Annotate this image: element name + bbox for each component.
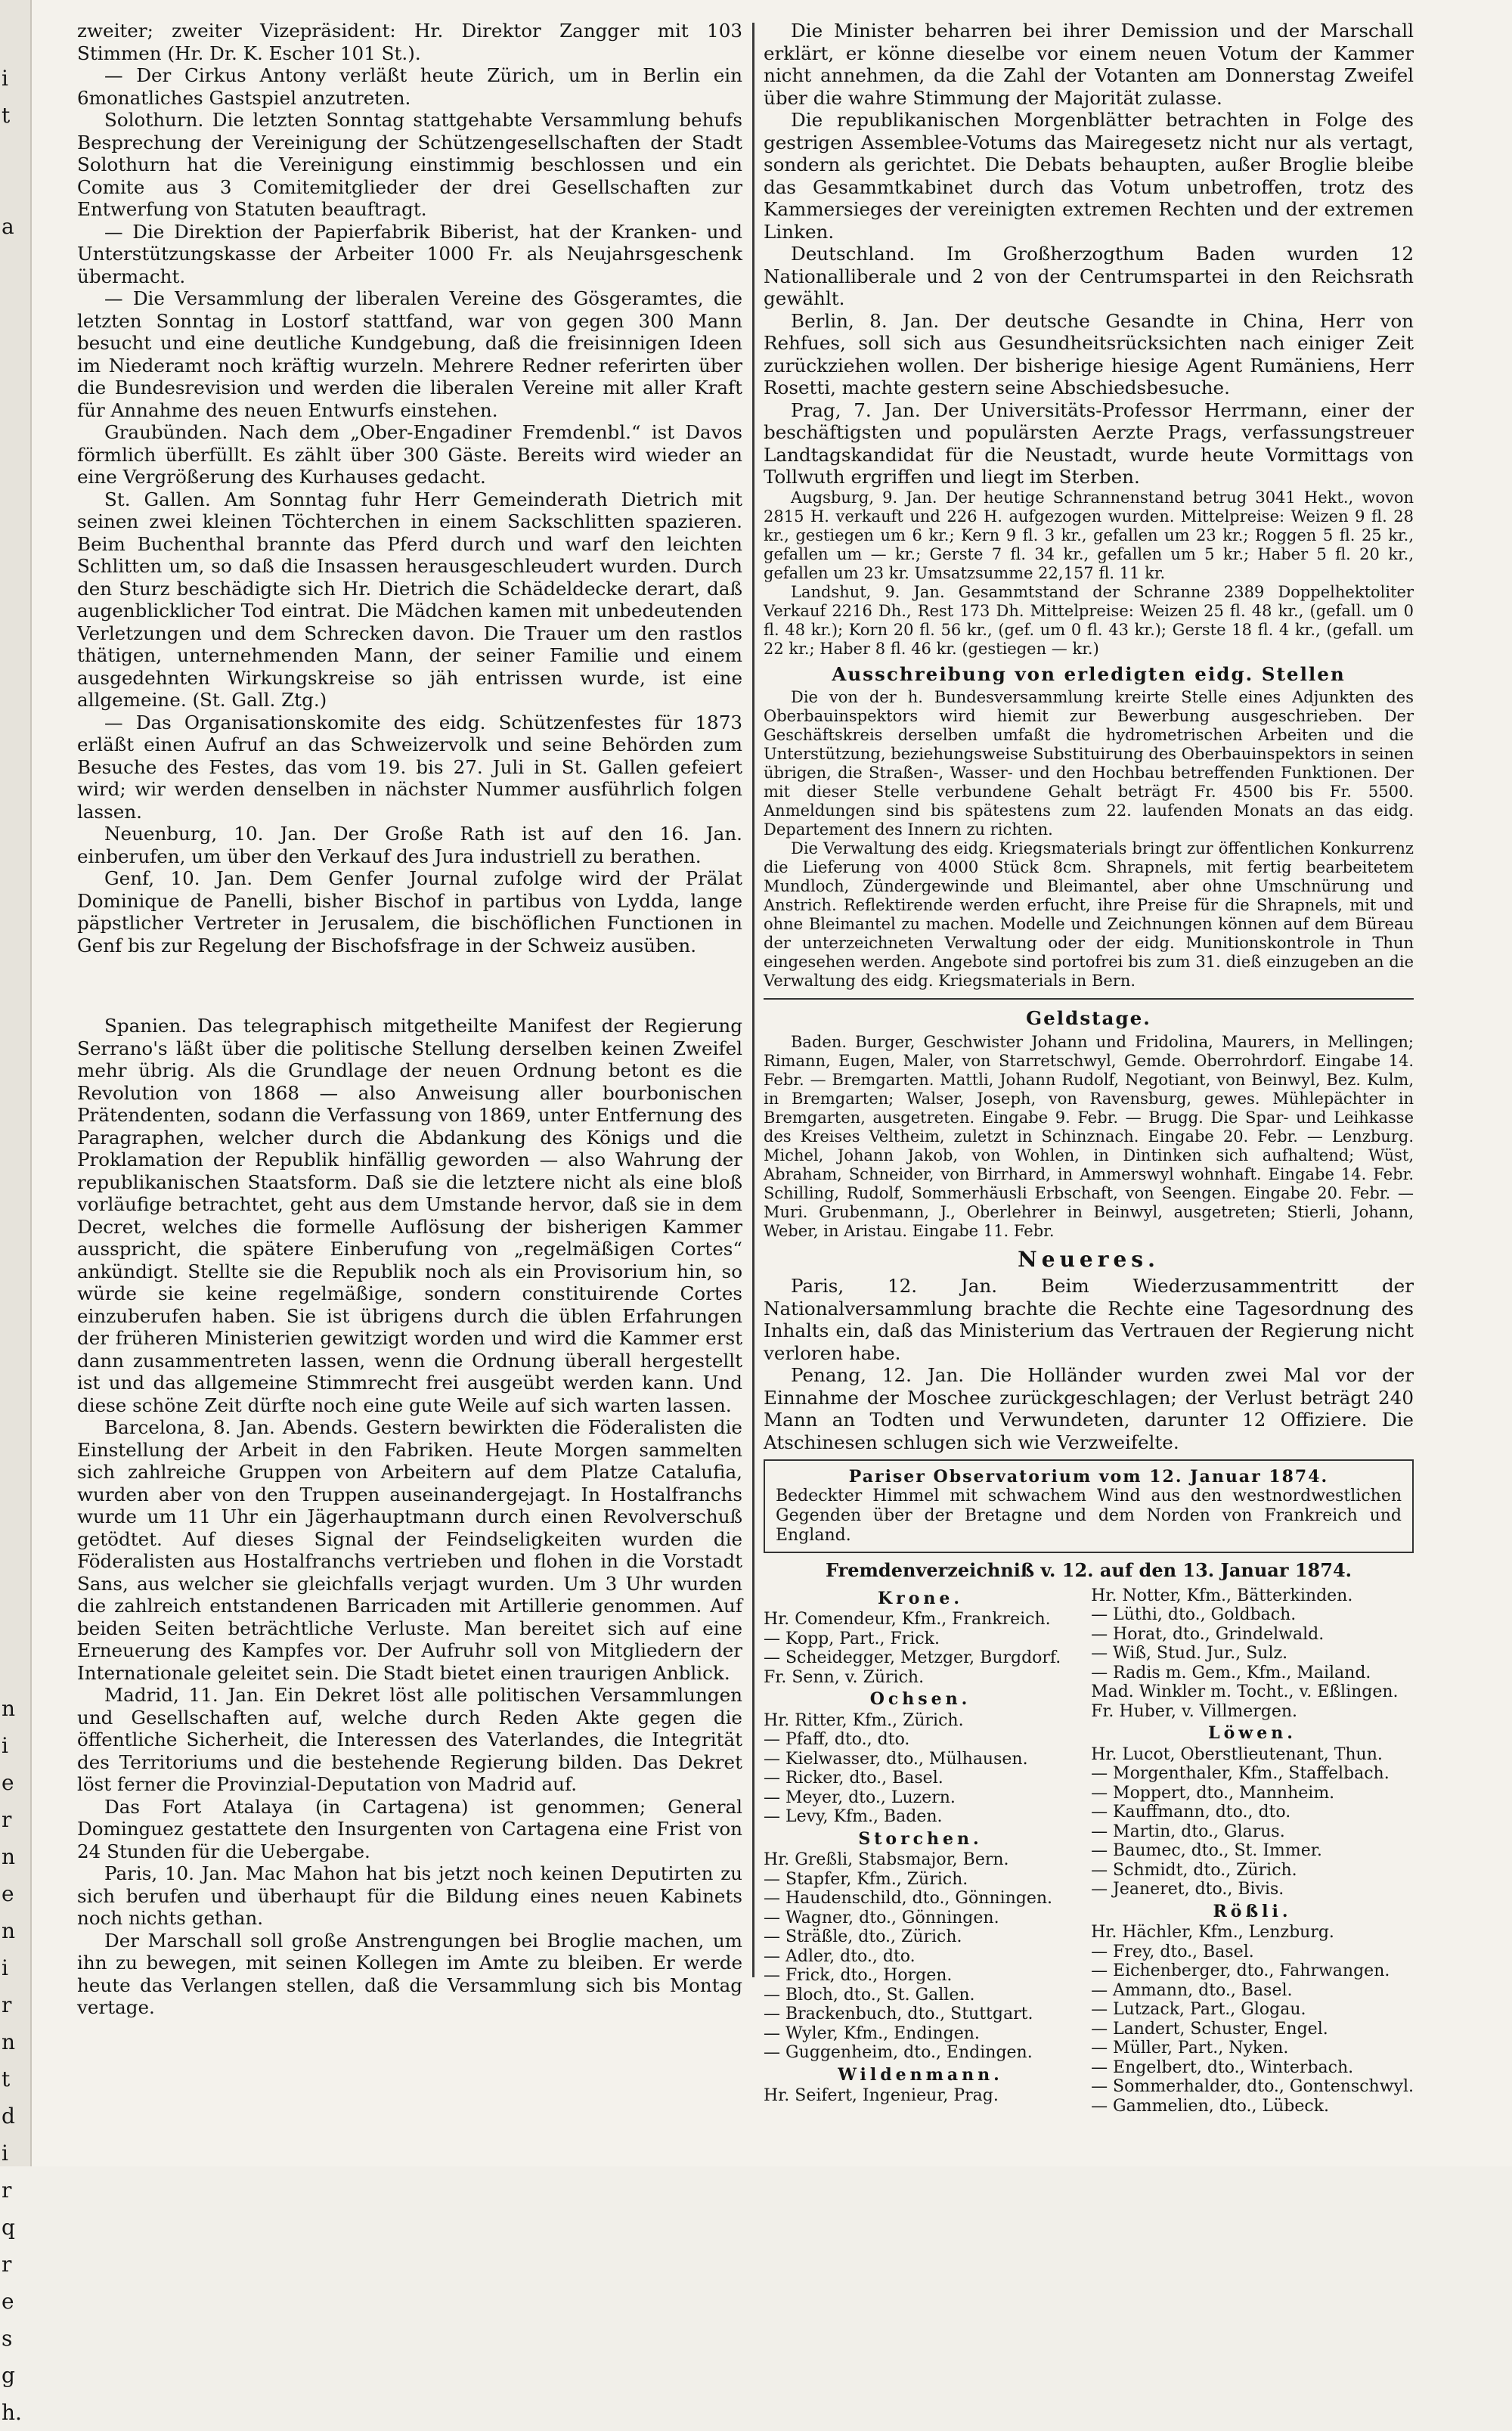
- gutter-letter: r: [2, 1807, 12, 1832]
- gutter-letter: [2, 430, 29, 467]
- gutter-letter: [2, 1282, 29, 1319]
- gutter-letter: [2, 1023, 29, 1060]
- gutter-letter: e: [2, 2289, 14, 2314]
- article-paragraph: St. Gallen. Am Sonntag fuhr Herr Gemeinderath Dietrich mit seinen zwei kleinen Töchterchen in einem Sackschlitten spazieren. Beim Buchenthal brannte das Pferd durch und warf den leichten Schlitten um, so daß die Insassen herausgeschleudert wurden. Durch den Sturz beschädigte sich Hr. Dietrich die Schädeldecke derart, daß augenblicklicher Tod eintrat. Die Mädchen kamen mit unbedeutenden Verletzungen und dem Schrecken davon. Die Trauer um den rastlos thätigen, unternehmenden Mann, der seiner Familie und einem ausgedehnten Wirkungskreise so jäh entrissen wurde, ist eine allgemeine. (St. Gall. Ztg.): [77, 488, 742, 711]
- gutter-letter: [2, 1616, 29, 1653]
- hotel-name: Ochsen.: [869, 1689, 971, 1709]
- guest-entry: — Kopp, Part., Frick.: [764, 1629, 940, 1648]
- guest-entry: Mad. Winkler m. Tocht., v. Eßlingen.: [1091, 1682, 1399, 1701]
- column-divider: [752, 23, 754, 1977]
- gutter-letter: g: [2, 2363, 15, 2388]
- article-paragraph: Paris, 10. Jan. Mac Mahon hat bis jetzt noch keinen Deputirten zu sich berufen und überhaupt für die Bildung eines neuen Kabinets noch nichts gethan.: [77, 1862, 742, 1930]
- gutter-letter: [2, 319, 29, 356]
- gutter-letter: r: [2, 2178, 12, 2203]
- guest-entry: — Brackenbuch, dto., Stuttgart.: [764, 2005, 1033, 2023]
- guest-entry: — Eichenberger, dto., Fahrwangen.: [1091, 1961, 1390, 1980]
- guest-entry: — Frick, dto., Horgen.: [764, 1966, 953, 1985]
- gutter-letter: [2, 23, 29, 60]
- guest-entry: Fr. Huber, v. Villmergen.: [1091, 1701, 1298, 1721]
- guest-entry: — Ammann, dto., Basel.: [1091, 1980, 1293, 2000]
- gutter-letter: h.: [2, 2400, 22, 2425]
- guest-entry: — Guggenheim, dto., Endingen.: [764, 2043, 1033, 2062]
- market-report: Augsburg, 9. Jan. Der heutige Schrannenstand betrug 3041 Hekt., wovon 2815 H. verkauft und 226 H. aufgezogen wurden. Mittelpreise: Weizen 9 fl. 28 kr., gestiegen um 6 kr.; Kern 9 fl. 3 kr., gefallen um 23 kr.; Roggen 5 fl. 25 kr., gefallen um — kr.; Gerste 7 fl. 34 kr., gefallen um 5 kr.; Haber 5 fl. 20 kr., gefallen um 23 kr. Umsatzsumme 22,157 fl. 11 kr.: [764, 488, 1414, 582]
- gutter-letter: [2, 1542, 29, 1579]
- gutter-letter: n: [2, 1696, 16, 1721]
- guest-entry: — Haudenschild, dto., Gönningen.: [764, 1889, 1053, 1908]
- notice-paragraph: Die Verwaltung des eidg. Kriegsmaterials bringt zur öffentlichen Konkurrenz die Lieferung von 4000 Stück 8cm. Shrapnels, mit fertig bearbeitetem Mundloch, Zündergewinde und Bleimantel, aber ohne Umschnürung und Anstrich. Reflektirende werden erfucht, ihre Preise für die Shrapnels, mit und ohne Bleimantel zu machen. Modelle und Zeichnungen können auf dem Büreau der unterzeichneten Verwaltung oder der eidg. Munitionskontrole in Thun eingesehen werden. Angebote sind portofrei bis zum 31. dieß einzugeben an die Verwaltung des eidg. Kriegsmaterials in Bern.: [764, 839, 1414, 990]
- gutter-letter: [2, 504, 29, 541]
- guest-entry: — Sommerhalder, dto., Gontenschwyl.: [1091, 2077, 1414, 2096]
- guest-entry: — Morgenthaler, Kfm., Staffelbach.: [1091, 1764, 1390, 1783]
- gutter-letter: s: [2, 2326, 13, 2351]
- gutter-letter: [2, 616, 29, 653]
- guest-entry: — Stapfer, Kfm., Zürich.: [764, 1869, 968, 1889]
- observatorium-text: Bedeckter Himmel mit schwachem Wind aus den westnordwestlichen Gegenden über der Bretagne und dem Norden von Frankreich und England.: [776, 1487, 1402, 1545]
- article-paragraph: Barcelona, 8. Jan. Abends. Gestern bewirkten die Föderalisten die Einstellung der Arbeit in den Fabriken. Heute Morgen sammelten sich zahlreiche Gruppen von Arbeitern auf dem Platze Catalufia, wurden aber von den Truppen auseinandergejagt. In Hostalfranchs wurde um 11 Uhr ein Jägerhauptmann durch einen Revolverschuß getödtet. Auf dieses Signal der Feindseligkeiten wurden die Föderalisten aus Hostalfranchs vertrieben und flohen in die Vorstadt Sans, aus welcher sie gleichfalls verjagt wurden. Um 3 Uhr wurden die zahlreich entstandenen Barricaden mit Artillerie genommen. Auf beiden Seiten beträchtliche Verluste. Man bereitet sich auf eine Erneuerung des Kampfes vor. Der Aufruhr soll von Mitgliedern der Internationale geleitet sein. Die Stadt bietet einen traurigen Anblick.: [77, 1416, 742, 1684]
- guest-entry: Hr. Comendeur, Kfm., Frankreich.: [764, 1610, 1051, 1629]
- article-paragraph: Madrid, 11. Jan. Ein Dekret löst alle politischen Versammlungen und Gesellschaften auf, welche durch Reden Akte gegen die öffentliche Sicherheit, die Interessen des Vaterlandes, die Integrität des Territoriums und die bestehende Regierung bilden. Das Dekret löst ferner die Provinzial-Deputation von Madrid auf.: [77, 1684, 742, 1796]
- guest-entry: Hr. Greßli, Stabsmajor, Bern.: [764, 1850, 1009, 1869]
- guest-entry: — Kielwasser, dto., Mülhausen.: [764, 1749, 1028, 1769]
- article-paragraph: Solothurn. Die letzten Sonntag stattgehabte Versammlung behufs Besprechung der Vereinigung der Schützengesellschaften der Stadt Solothurn hat die Vereinigung einstimmig beschlossen und ein Comite aus 3 Comitemitglieder der drei Gesellschaften zur Entwerfung von Statuten beauftragt.: [77, 109, 742, 220]
- gutter-letter: [2, 1245, 29, 1282]
- article-paragraph: — Das Organisationskomite des eidg. Schützenfestes für 1873 erläßt einen Aufruf an das Schweizervolk und seine Behörden zum Besuche des Festes, das vom 19. bis 27. Juli in St. Gallen gefeiert wird; wir werden denselben in nächster Nummer ausführlich folgen lassen.: [77, 711, 742, 823]
- gutter-letter: [2, 949, 29, 986]
- article-paragraph: zweiter; zweiter Vizepräsident: Hr. Direktor Zangger mit 103 Stimmen (Hr. Dr. K. Escher 101 St.).: [77, 20, 742, 64]
- left-gutter-strip: [0, 0, 32, 2425]
- guest-entry: — Radis m. Gem., Kfm., Mailand.: [1091, 1663, 1371, 1682]
- gutter-letter: [2, 1505, 29, 1542]
- gutter-letter: e: [2, 1881, 14, 1906]
- gutter-letter: [2, 1171, 29, 1208]
- gutter-letter: [2, 171, 29, 208]
- fremden-title: Fremdenverzeichniß v. 12. auf den 13. Januar 1874.: [825, 1559, 1352, 1581]
- gutter-letter: [2, 1468, 29, 1505]
- hotel-name: Rößli.: [1213, 1901, 1292, 1921]
- news-paragraph: Paris, 12. Jan. Beim Wiederzusammentritt der Nationalversammlung brachte die Rechte eine Tagesordnung des Inhalts ein, daß das Ministerium das Vertrauen der Regierung nicht verloren habe.: [764, 1275, 1414, 1364]
- guest-entry: — Sträßle, dto., Zürich.: [764, 1927, 962, 1946]
- fremden-column-1: [764, 1586, 1077, 2116]
- guest-entry: — Schmidt, dto., Zürich.: [1091, 1860, 1297, 1880]
- article-paragraph: Die republikanischen Morgenblätter betrachten in Folge des gestrigen Assemblee-Votums das Mairegesetz nicht nur als vertagt, sondern als gerichtet. Die Debats behaupten, außer Broglie bleibe das Gesammtkabinet durch das Votum unbetroffen, trotz des Kammersieges der vereinigten extremen Rechten und der extremen Linken.: [764, 109, 1414, 243]
- gutter-letter: [2, 1394, 29, 1431]
- guest-entry: — Kauffmann, dto., dto.: [1091, 1803, 1291, 1822]
- article-paragraph: Genf, 10. Jan. Dem Genfer Journal zufolge wird der Prälat Dominique de Panelli, bisher Bischof in partibus von Lydda, lange päpstlicher Vertreter in Jerusalem, die bischöflichen Functionen in Genf bis zur Regelung der Bischofsfrage in der Schweiz ausüben.: [77, 867, 742, 957]
- guest-entry: — Levy, Kfm., Baden.: [764, 1807, 943, 1826]
- hotel-name: Löwen.: [1208, 1723, 1297, 1743]
- guest-entry: — Müller, Part., Nyken.: [1091, 2039, 1289, 2057]
- article-paragraph: — Der Cirkus Antony verläßt heute Zürich, um in Berlin ein 6monatliches Gastspiel anzutreten.: [77, 64, 742, 109]
- gutter-letter: [2, 245, 29, 282]
- article-paragraph: Das Fort Atalaya (in Cartagena) ist genommen; General Dominguez gestattete den Insurgenten von Cartagena eine Frist von 24 Stunden für die Uebergabe.: [77, 1795, 742, 1862]
- gutter-letter: [2, 1060, 29, 1097]
- gutter-letter: [2, 393, 29, 430]
- gutter-letter: [2, 467, 29, 504]
- guest-entry: — Moppert, dto., Mannheim.: [1091, 1783, 1335, 1803]
- gutter-letter: t: [2, 2067, 11, 2091]
- gutter-letter: [2, 653, 29, 690]
- gutter-letter: [2, 282, 29, 319]
- guest-entry: — Landert, Schuster, Engel.: [1091, 2019, 1328, 2039]
- gutter-letter: d: [2, 2104, 15, 2129]
- guest-entry: — Martin, dto., Glarus.: [1091, 1822, 1285, 1841]
- guest-entry: Hr. Lucot, Oberstlieutenant, Thun.: [1091, 1744, 1383, 1764]
- paragraph-gap: [77, 975, 742, 997]
- guest-entry: — Scheidegger, Metzger, Burgdorf.: [764, 1648, 1061, 1667]
- gutter-letter: [2, 838, 29, 875]
- gutter-letter: n: [2, 1844, 16, 1869]
- hotel-name: Storchen.: [858, 1828, 983, 1849]
- ausschreibung-body: [764, 688, 1414, 991]
- article-paragraph: — Die Direktion der Papierfabrik Biberist, hat der Kranken- und Unterstützungskasse der Arbeiter 1000 Fr. als Neujahrsgeschenk übermacht.: [77, 220, 742, 287]
- gutter-letter: [2, 912, 29, 949]
- article-paragraph: Deutschland. Im Großherzogthum Baden wurden 12 Nationalliberale und 2 von der Centrumspartei in den Reichsrath gewählt.: [764, 243, 1414, 309]
- guest-entry: — Wiß, Stud. Jur., Sulz.: [1091, 1644, 1288, 1663]
- guest-entry: Hr. Ritter, Kfm., Zürich.: [764, 1710, 964, 1730]
- gutter-letter: n: [2, 2029, 16, 2054]
- gutter-letter: i: [2, 2141, 8, 2166]
- guest-entry: Hr. Notter, Kfm., Bätterkinden.: [1091, 1586, 1353, 1605]
- gutter-letter: t: [2, 103, 11, 128]
- gutter-letter: q: [2, 2215, 15, 2240]
- gutter-letter: [2, 764, 29, 801]
- gutter-letter: [2, 727, 29, 764]
- gutter-letter: [2, 801, 29, 838]
- market-report: Landshut, 9. Jan. Gesammtstand der Schranne 2389 Doppelhektoliter Verkauf 2216 Dh., Rest 173 Dh. Mittelpreise: Weizen 25 fl. 48 kr., (gefall. um 0 fl. 48 kr.); Korn 20 fl. 56 kr., (gef. um 0 fl. 43 kr.); Gerste 18 fl. 4 kr., (gefall. um 22 kr.; Haber 8 fl. 46 kr. (gestiegen — kr.): [764, 582, 1414, 658]
- hotel-name: Krone.: [878, 1588, 964, 1608]
- gutter-letter: n: [2, 1918, 16, 1943]
- right-news-block: [764, 20, 1414, 488]
- gutter-letter: [2, 1134, 29, 1171]
- news-paragraph: Penang, 12. Jan. Die Holländer wurden zwei Mal vor der Einnahme der Moschee zurückgeschlagen; der Verlust beträgt 240 Mann an Todten und Verwundeten, darunter 12 Offiziere. Die Atschinesen schlugen sich wie Verzweifelte.: [764, 1364, 1414, 1453]
- gutter-letter: [2, 134, 29, 171]
- article-paragraph: Neuenburg, 10. Jan. Der Große Rath ist auf den 16. Jan. einberufen, um über den Verkauf des Jura industriell zu berathen.: [77, 823, 742, 867]
- guest-entry: — Lutzack, Part., Glogau.: [1091, 2000, 1306, 2019]
- gutter-letter: i: [2, 66, 8, 91]
- right-column: [764, 20, 1414, 2116]
- fremdenverzeichnis: [764, 1561, 1414, 2116]
- gutter-letters: [2, 23, 29, 2431]
- guest-entry: — Adler, dto., dto.: [764, 1946, 916, 1966]
- geldstage-heading: Geldstage.: [1026, 1007, 1151, 1029]
- notice-paragraph: Die von der h. Bundesversammlung kreirte Stelle eines Adjunkten des Oberbauinspektors wird hiemit zur Bewerbung ausgeschrieben. Der Geschäftskreis derselben umfaßt die hydrometrischen Arbeiten und die Unterstützung, beziehungsweise Substituirung des Oberbauinspektors in seinen übrigen, die Straßen-, Wasser- und den Hochbau betreffenden Funktionen. Der mit dieser Stelle verbundene Gehalt beträgt Fr. 4500 bis Fr. 5500. Anmeldungen sind bis spätestens zum 22. laufenden Monats an das eidg. Departement des Innern zu richten.: [764, 688, 1414, 839]
- guest-entry: — Meyer, dto., Luzern.: [764, 1788, 956, 1807]
- guest-entry: — Ricker, dto., Basel.: [764, 1769, 943, 1788]
- gutter-letter: [2, 1579, 29, 1616]
- neueres-body: [764, 1275, 1414, 1453]
- gutter-letter: [2, 1097, 29, 1134]
- fremden-column-2: [1091, 1586, 1414, 2116]
- gutter-letter: [2, 1208, 29, 1245]
- guest-entry: Fr. Senn, v. Zürich.: [764, 1667, 925, 1687]
- guest-entry: — Jeaneret, dto., Bivis.: [1091, 1880, 1284, 1899]
- geldstage-text: Baden. Burger, Geschwister Johann und Fridolina, Maurers, in Mellingen; Rimann, Eugen, Maler, von Starretschwyl, Gemde. Oberrohrdorf. Eingabe 14. Febr. — Bremgarten. Mattli, Johann Rudolf, Negotiant, von Beinwyl, Bez. Kulm, in Bremgarten; Walser, Joseph, von Ravensburg, gewes. Mühlepächter in Bremgarten, ausgetreten. Eingabe 9. Febr. — Brugg. Die Spar- und Leihkasse des Kreises Veltheim, zuletzt in Schinznach. Eingabe 20. Febr. — Lenzburg. Michel, Johann Jakob, von Wohlen, in Dintinken sich aufhaltend; Wüst, Abraham, Schneider, von Birrhard, in Ammerswyl wohnhaft. Eingabe 14. Febr. Schilling, Rudolf, Sommerhäusli Erbschaft, von Seengen. Eingabe 20. Febr. — Muri. Grubenmann, J., Oberlehrer in Beinwyl, ausgetreten; Stierli, Johann, Weber, in Aristau. Eingabe 11. Febr.: [764, 1032, 1414, 1240]
- guest-entry: Hr. Seifert, Ingenieur, Prag.: [764, 2086, 999, 2105]
- left-column: [77, 20, 742, 2019]
- gutter-letter: [2, 1319, 29, 1357]
- guest-entry: — Wyler, Kfm., Endingen.: [764, 2023, 980, 2043]
- observatorium-box: [764, 1459, 1414, 1553]
- article-paragraph: Prag, 7. Jan. Der Universitäts-Professor Herrmann, einer der beschäftigsten und populärsten Aerzte Prags, verfassungstreuer Landtagskandidat für die Neustadt, wurde heute Vormittags von Tollwuth ergriffen und liegt im Sterben.: [764, 398, 1414, 488]
- article-paragraph: Die Minister beharren bei ihrer Demission und der Marschall erklärt, er könne dieselbe vor einem neuen Votum der Kammer nicht annehmen, da die Zahl der Votanten am Donnerstag Zweifel über die wahre Stimmung der Majorität zulasse.: [764, 20, 1414, 109]
- guest-entry: — Horat, dto., Grindelwald.: [1091, 1624, 1325, 1644]
- guest-entry: — Wagner, dto., Gönningen.: [764, 1908, 999, 1927]
- guest-entry: Hr. Hächler, Kfm., Lenzburg.: [1091, 1923, 1334, 1942]
- article-paragraph: Graubünden. Nach dem „Ober-Engadiner Fremdenbl.“ ist Davos förmlich überfüllt. Es zählt über 300 Gäste. Bereits wird wieder an eine Vergrößerung des Kurhauses gedacht.: [77, 421, 742, 488]
- gutter-letter: r: [2, 1992, 12, 2017]
- guest-entry: — Pfaff, dto., dto.: [764, 1730, 910, 1749]
- gutter-letter: [2, 356, 29, 393]
- gutter-letter: [2, 541, 29, 578]
- gutter-letter: [2, 690, 29, 727]
- gutter-letter: [2, 1357, 29, 1394]
- guest-entry: — Engelbert, dto., Winterbach.: [1091, 2057, 1354, 2077]
- guest-entry: — Lüthi, dto., Goldbach.: [1091, 1605, 1297, 1624]
- ausschreibung-heading: Ausschreibung von erledigten eidg. Stellen: [832, 662, 1346, 685]
- gutter-letter: [2, 875, 29, 912]
- market-reports: [764, 488, 1414, 659]
- gutter-letter: a: [2, 214, 14, 239]
- gutter-letter: i: [2, 1955, 8, 1980]
- guest-entry: — Bloch, dto., St. Gallen.: [764, 1985, 975, 2005]
- gutter-letter: i: [2, 1733, 8, 1758]
- observatorium-title: Pariser Observatorium vom 12. Januar 1874.: [848, 1467, 1329, 1487]
- gutter-letter: [2, 986, 29, 1023]
- article-paragraph: Berlin, 8. Jan. Der deutsche Gesandte in China, Herr von Rehfues, soll sich aus Gesundheitsrücksichten nach einiger Zeit zurückziehen wollen. Der bisherige hiesige Agent Rumäniens, Herr Rosetti, machte gestern seine Abschiedsbesuche.: [764, 309, 1414, 398]
- article-paragraph: — Die Versammlung der liberalen Vereine des Gösgeramtes, die letzten Sonntag in Lostorf stattfand, war von gegen 300 Mann besucht und eine deutliche Kundgebung, daß die freisinnigen Ideen im Niederamt noch kräftig wurzeln. Mehrere Redner referirten über die Bundesrevision und werden die liberalen Vereine mit aller Kraft für Annahme des neuen Entwurfs einstehen.: [77, 287, 742, 421]
- hotel-name: Wildenmann.: [838, 2064, 1003, 2085]
- guest-entry: — Frey, dto., Basel.: [1091, 1942, 1254, 1961]
- gutter-letter: [2, 578, 29, 616]
- article-paragraph: Der Marschall soll große Anstrengungen bei Broglie machen, um ihn zu bewegen, mit seinen Kollegen im Amte zu bleiben. Er werde heute das Verlangen stellen, daß die Versammlung sich bis Montag vertage.: [77, 1929, 742, 2019]
- neueres-heading: Neueres.: [1018, 1246, 1160, 1272]
- gutter-letter: [2, 1431, 29, 1468]
- section-rule: [764, 998, 1414, 1000]
- gutter-letter: [2, 1653, 29, 1690]
- guest-entry: — Gammelien, dto., Lübeck.: [1091, 2096, 1330, 2116]
- gutter-letter: r: [2, 2252, 12, 2277]
- guest-entry: — Baumec, dto., St. Immer.: [1091, 1841, 1322, 1860]
- gutter-letter: e: [2, 1770, 14, 1795]
- article-paragraph: Spanien. Das telegraphisch mitgetheilte Manifest der Regierung Serrano's läßt über die politische Stellung derselben keinen Zweifel mehr übrig. Als die Grundlage der neuen Ordnung betont es die Revolution von 1868 — also Anweisung aller bourbonischen Prätendenten, sodann die Verfassung von 1869, unter Entfernung des Paragraphen, welcher durch die Abdankung des Königs und die Proklamation der Republik hinfällig geworden — also Wahrung der republikanischen Staatsform. Daß sie die letztere nicht als eine bloß vorläufige betrachtet, geht aus dem Umstande hervor, daß sie in dem Decret, welches die formelle Auflösung der bisherigen Kammer ausspricht, die spätere Einberufung von „regelmäßigen Cortes“ ankündigt. Stellte sie die Republik noch als ein Provisorium hin, so würde sie keine regelmäßige, sondern constituirende Cortes einzuberufen haben. Sie ist übrigens durch die üblen Erfahrungen der früheren Ministerien gewitzigt worden und wird die Kammer erst dann zusammentreten lassen, wenn die Ordnung überall hergestellt ist und das allgemeine Stimmrecht frei ausgeübt werden kann. Und diese schöne Zeit dürfte noch eine gute Weile auf sich warten lassen.: [77, 1015, 742, 1416]
